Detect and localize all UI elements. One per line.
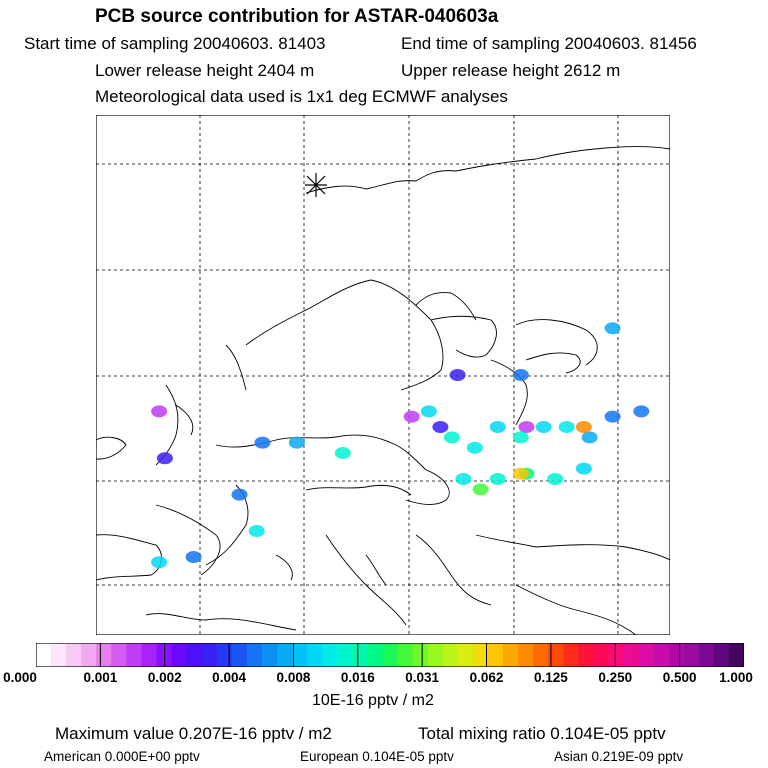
concentration-cell: [519, 421, 535, 433]
colorbar-units: 10E-16 pptv / m2: [312, 692, 434, 709]
concentration-cell: [547, 473, 563, 485]
receptor-star-marker: [305, 173, 327, 197]
colorbar-tick-label: 0.000: [3, 670, 37, 685]
colorbar-tick-label: 0.016: [340, 670, 375, 685]
concentration-cell: [186, 551, 202, 563]
concentration-cell: [404, 411, 420, 423]
colorbar-cell: [578, 643, 594, 667]
european-contribution: European 0.104E-05 pptv: [300, 749, 454, 764]
colorbar-cell: [277, 643, 293, 667]
concentration-cell: [249, 525, 265, 537]
concentration-cell: [157, 452, 173, 464]
colorbar-cell: [126, 643, 142, 667]
colorbar-cell: [639, 643, 655, 667]
colorbar-cell: [172, 643, 188, 667]
concentration-cell: [255, 437, 271, 449]
concentration-cell: [473, 483, 489, 495]
concentration-cell: [151, 556, 167, 568]
colorbar-cell: [96, 643, 112, 667]
colorbar-cell: [111, 643, 127, 667]
concentration-cell: [582, 431, 598, 443]
concentration-cell: [513, 468, 529, 480]
colorbar-cell: [217, 643, 233, 667]
concentration-cell: [536, 421, 552, 433]
map-panel: [96, 115, 670, 635]
colorbar-cell: [503, 643, 519, 667]
colorbar-tick-label: 1.000: [719, 670, 753, 685]
colorbar-cell: [669, 643, 685, 667]
colorbar-cell: [699, 643, 715, 667]
colorbar-tick-label: 0.500: [662, 670, 697, 685]
concentration-cell: [444, 431, 460, 443]
colorbar-cell: [51, 643, 67, 667]
colorbar-cell: [443, 643, 459, 667]
concentration-cell: [232, 489, 248, 501]
concentration-cell: [421, 405, 437, 417]
colorbar-cell: [322, 643, 338, 667]
colorbar-cell: [533, 643, 549, 667]
concentration-cell: [335, 447, 351, 459]
colorbar-cell: [262, 643, 278, 667]
colorbar-tick-label: 0.002: [147, 670, 182, 685]
colorbar-cell: [36, 643, 52, 667]
concentration-cell: [559, 421, 575, 433]
colorbar-cell: [247, 643, 263, 667]
lower-release-height: Lower release height 2404 m: [95, 61, 315, 80]
concentration-cell: [576, 463, 592, 475]
met-data-note: Meteorological data used is 1x1 deg ECMWF analyses: [95, 87, 508, 106]
colorbar-tick-label: 0.125: [534, 670, 568, 685]
colorbar-cell: [458, 643, 474, 667]
total-mixing-ratio: Total mixing ratio 0.104E-05 pptv: [418, 724, 666, 743]
concentration-cell: [467, 442, 483, 454]
colorbar-tick-label: 0.001: [83, 670, 118, 685]
colorbar-tick-label: 0.004: [212, 670, 246, 685]
colorbar-cell: [292, 643, 308, 667]
colorbar-cell: [352, 643, 368, 667]
colorbar-cell: [563, 643, 579, 667]
concentration-cell: [633, 405, 649, 417]
concentration-cell: [490, 473, 506, 485]
colorbar-cell: [413, 643, 429, 667]
colorbar-cell: [729, 643, 744, 667]
concentration-cell: [432, 421, 448, 433]
colorbar-cell: [307, 643, 323, 667]
concentration-cell: [605, 322, 621, 334]
colorbar-tick-label: 0.062: [469, 670, 504, 685]
start-time: Start time of sampling 20040603. 81403: [24, 34, 326, 53]
colorbar-tick-label: 0.250: [598, 670, 633, 685]
colorbar-cell: [488, 643, 504, 667]
colorbar-cell: [398, 643, 414, 667]
colorbar-cell: [66, 643, 82, 667]
concentration-cell: [151, 405, 167, 417]
colorbar-cell: [684, 643, 700, 667]
colorbar-cell: [593, 643, 609, 667]
maximum-value: Maximum value 0.207E-16 pptv / m2: [55, 724, 332, 743]
concentration-cell: [289, 437, 305, 449]
colorbar-cell: [608, 643, 624, 667]
concentration-cell: [513, 431, 529, 443]
colorbar-cell: [428, 643, 444, 667]
colorbar-cell: [141, 643, 157, 667]
asian-contribution: Asian 0.219E-09 pptv: [554, 749, 684, 764]
colorbar-cell: [654, 643, 670, 667]
colorbar-tick-label: 0.008: [276, 670, 311, 685]
colorbar-cell: [187, 643, 203, 667]
colorbar-cell: [714, 643, 730, 667]
end-time: End time of sampling 20040603. 81456: [401, 34, 697, 53]
concentration-cell: [513, 369, 529, 381]
american-contribution: American 0.000E+00 pptv: [44, 749, 200, 764]
plot-title: PCB source contribution for ASTAR-040603a: [95, 6, 499, 27]
colorbar-cell: [81, 643, 97, 667]
concentration-cell: [576, 421, 592, 433]
colorbar-cell: [623, 643, 639, 667]
concentration-cell: [450, 369, 466, 381]
colorbar-cell: [367, 643, 383, 667]
colorbar-cell: [202, 643, 218, 667]
colorbar: [36, 643, 744, 667]
colorbar-cell: [232, 643, 248, 667]
upper-release-height: Upper release height 2612 m: [401, 61, 621, 80]
colorbar-cell: [382, 643, 398, 667]
concentration-cell: [605, 411, 621, 423]
colorbar-cell: [337, 643, 353, 667]
concentration-cell: [490, 421, 506, 433]
colorbar-cell: [518, 643, 534, 667]
colorbar-tick-label: 0.031: [405, 670, 440, 685]
concentration-cell: [455, 473, 471, 485]
